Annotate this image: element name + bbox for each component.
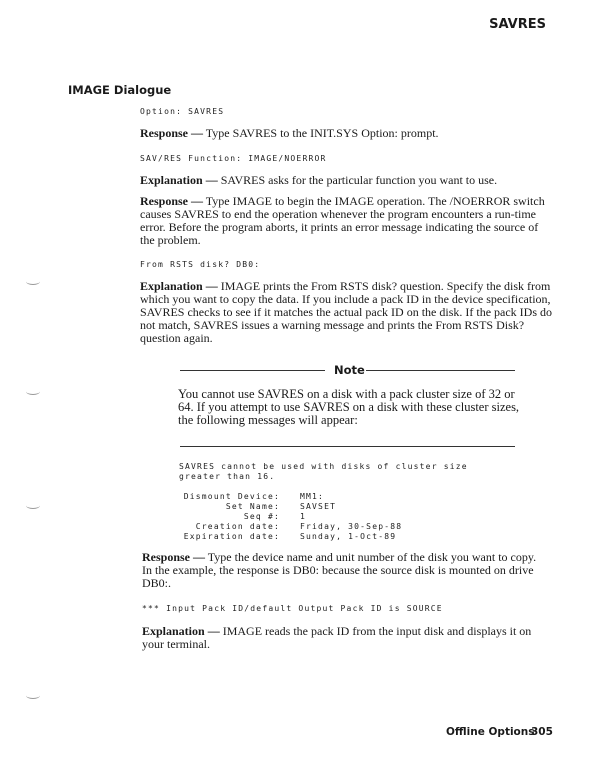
explanation-paragraph	[142, 625, 531, 651]
line: Type IMAGE to begin the IMAGE operation. The /NOERROR switch	[203, 194, 545, 208]
note-rule-right	[366, 370, 515, 371]
line: SAVRES checks to see if it matches the actual pack ID on the disk. If the pack IDs do	[140, 305, 553, 319]
line: IMAGE prints the From RSTS disk? question. Specify the disk from	[217, 279, 551, 293]
label: Expiration date:	[183, 532, 280, 541]
error-message	[179, 462, 468, 482]
response-paragraph	[140, 127, 439, 140]
line: not match, SAVRES issues a warning message and prints the From RSTS Disk?	[140, 318, 525, 332]
value: MM1:	[300, 492, 325, 501]
prompt-option: Option: SAVRES	[140, 107, 225, 116]
note-title: Note	[334, 363, 365, 377]
label: Set Name:	[225, 502, 280, 511]
lead: Response —	[140, 194, 204, 208]
value: Friday, 30-Sep-88	[300, 522, 403, 531]
label: Seq #:	[243, 512, 280, 521]
line: Type the device name and unit number of the disk you want to copy.	[205, 550, 537, 564]
line: You cannot use SAVRES on a disk with a pack cluster size of 32 or	[178, 387, 515, 401]
explanation-paragraph	[140, 280, 552, 345]
line: your terminal.	[142, 637, 210, 651]
section-title: IMAGE Dialogue	[68, 83, 172, 97]
prompt-from-disk: From RSTS disk? DB0:	[140, 260, 261, 269]
margin-mark	[26, 278, 40, 285]
line: Type SAVRES to the INIT.SYS Option: prompt.	[203, 126, 439, 140]
line: SAVRES asks for the particular function you want to use.	[217, 173, 498, 187]
lead: Explanation —	[140, 279, 218, 293]
explanation-paragraph	[140, 174, 497, 187]
note-rule-left	[180, 370, 325, 371]
dismount-info	[90, 492, 410, 544]
response-paragraph	[140, 195, 545, 247]
lead: Explanation —	[140, 173, 218, 187]
line: DB0:.	[142, 576, 172, 590]
footer-chapter: Offline Options	[446, 726, 535, 738]
line: IMAGE reads the pack ID from the input disk and displays it on	[219, 624, 532, 638]
prompt-pack-id: *** Input Pack ID/default Output Pack ID is SOURCE	[142, 604, 443, 613]
response-paragraph	[142, 551, 536, 590]
lead: Response —	[142, 550, 206, 564]
line: In the example, the response is DB0: because the source disk is mounted on drive	[142, 563, 534, 577]
line: 64. If you attempt to use SAVRES on a disk with these cluster sizes,	[178, 400, 520, 414]
line: greater than 16.	[179, 472, 276, 481]
lead: Response —	[140, 126, 204, 140]
margin-mark	[26, 692, 40, 699]
lead: Explanation —	[142, 624, 220, 638]
margin-mark	[26, 502, 40, 509]
prompt-function: SAV/RES Function: IMAGE/NOERROR	[140, 154, 327, 163]
margin-mark	[26, 388, 40, 395]
note-body	[178, 388, 519, 427]
line: SAVRES cannot be used with disks of cluster size	[179, 462, 468, 471]
value: 1	[300, 512, 307, 521]
line: the following messages will appear:	[178, 413, 358, 427]
line: question again.	[140, 331, 213, 345]
value: SAVSET	[300, 502, 337, 511]
line: error. Before the program aborts, it prints an error message indicating the source of	[140, 220, 539, 234]
line: the problem.	[140, 233, 201, 247]
line: causes SAVRES to end the operation whenever the program encounters a run-time	[140, 207, 536, 221]
line: which you want to copy the data. If you include a pack ID in the device specification,	[140, 292, 551, 306]
value: Sunday, 1-Oct-89	[300, 532, 397, 541]
page-number: 305	[531, 726, 553, 738]
label: Dismount Device:	[183, 492, 280, 501]
note-rule-bottom	[180, 446, 515, 447]
label: Creation date:	[195, 522, 280, 531]
running-title: SAVRES	[489, 17, 546, 32]
